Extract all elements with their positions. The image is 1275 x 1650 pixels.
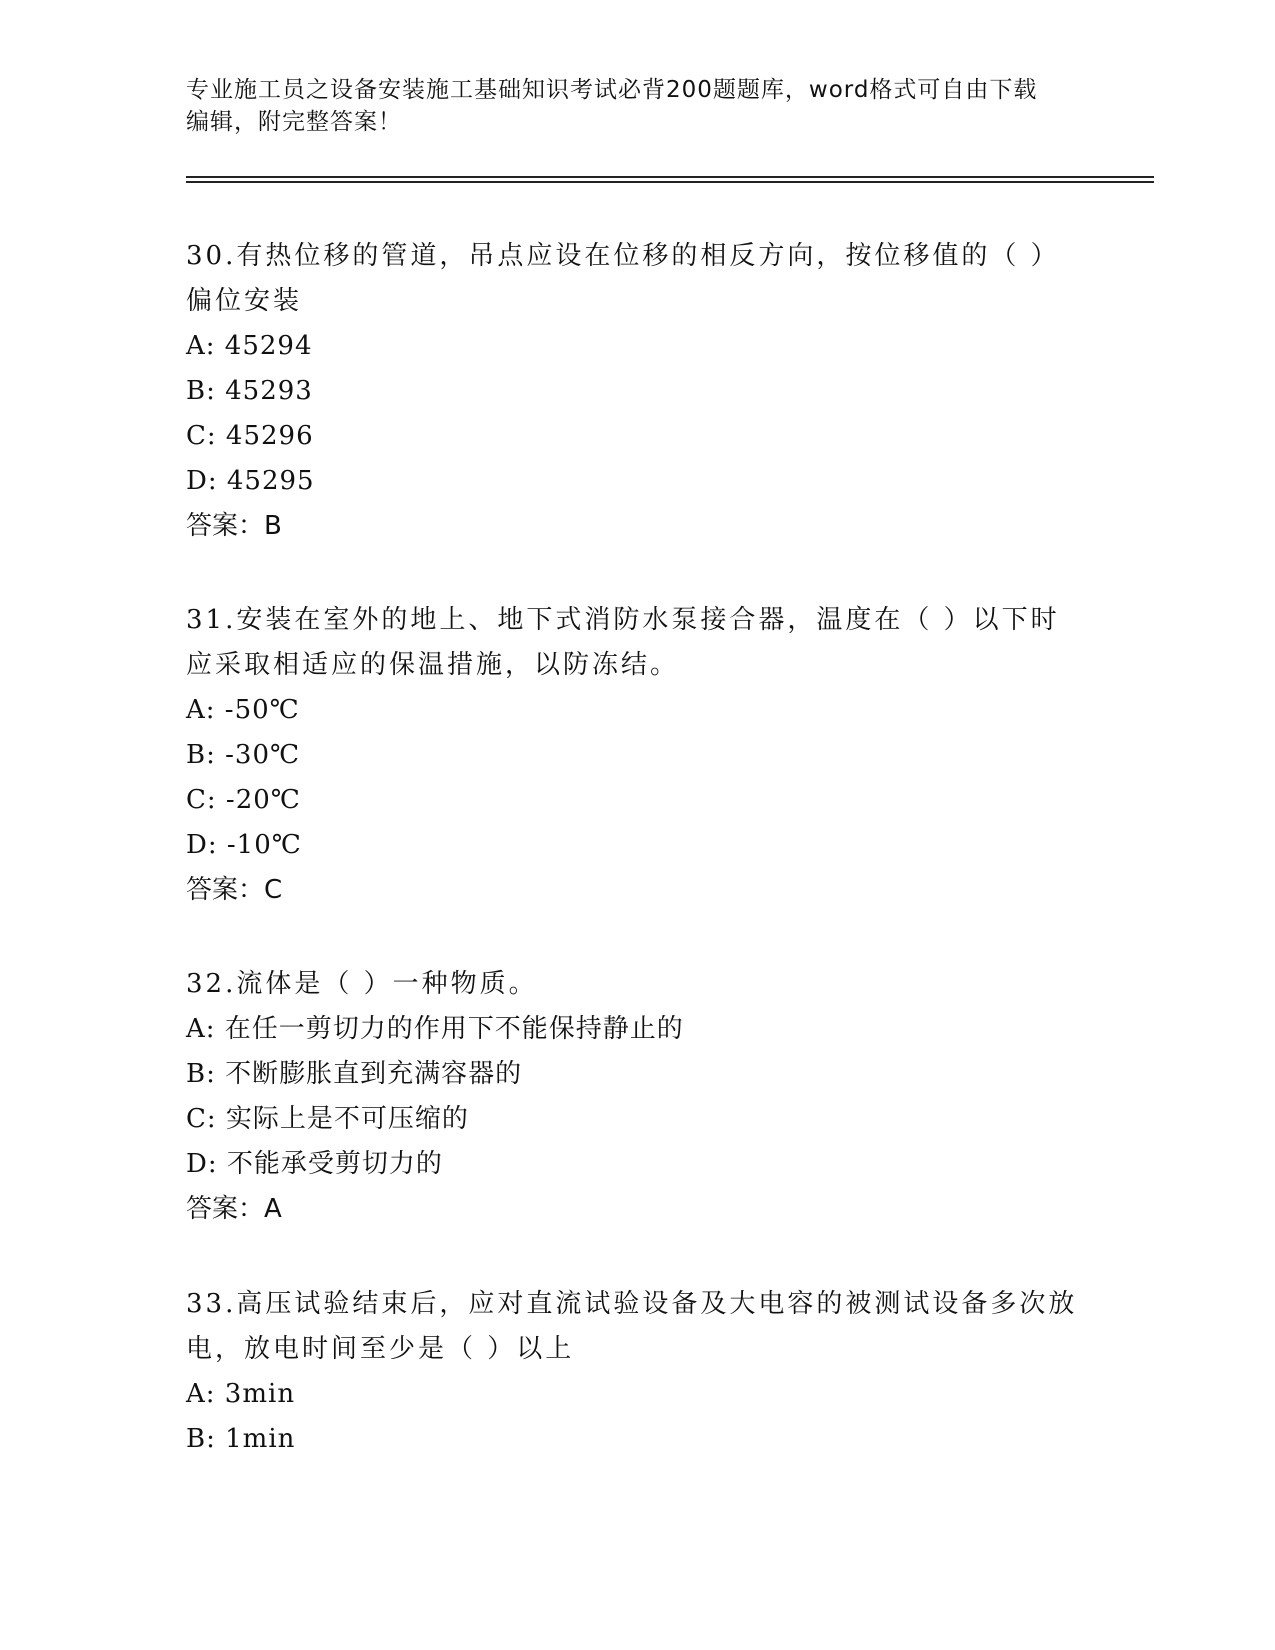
document-header bbox=[186, 74, 1086, 138]
question-text-line-1: 32.流体是（ ）一种物质。 bbox=[186, 969, 538, 999]
option-d: D: 45295 bbox=[186, 466, 315, 496]
option-a: A: 3min bbox=[186, 1379, 296, 1409]
answer: 答案：C bbox=[186, 875, 283, 905]
option-c: C: 实际上是不可压缩的 bbox=[186, 1104, 469, 1134]
option-d: D: 不能承受剪切力的 bbox=[186, 1149, 443, 1179]
option-a: A: 45294 bbox=[186, 331, 313, 361]
header-divider-bottom bbox=[186, 181, 1154, 183]
option-b: B: 不断膨胀直到充满容器的 bbox=[186, 1059, 523, 1089]
option-d: D: -10℃ bbox=[186, 830, 302, 860]
option-b: B: -30℃ bbox=[186, 740, 301, 770]
option-b: B: 45293 bbox=[186, 376, 313, 406]
header-divider-top bbox=[186, 176, 1154, 178]
question-31 bbox=[186, 598, 1086, 913]
question-33 bbox=[186, 1282, 1086, 1462]
option-a: A: -50℃ bbox=[186, 695, 300, 725]
option-c: C: -20℃ bbox=[186, 785, 301, 815]
header-line-1: 专业施工员之设备安装施工基础知识考试必背200题题库，word格式可自由下载 bbox=[186, 77, 1038, 103]
question-text-line-1: 33.高压试验结束后，应对直流试验设备及大电容的被测试设备多次放 bbox=[186, 1289, 1078, 1319]
question-text-line-1: 31.安装在室外的地上、地下式消防水泵接合器，温度在（ ）以下时 bbox=[186, 605, 1060, 635]
question-text-line-2: 电，放电时间至少是（ ）以上 bbox=[186, 1334, 575, 1364]
answer: 答案：B bbox=[186, 511, 282, 541]
question-30 bbox=[186, 234, 1086, 549]
question-text-line-2: 偏位安装 bbox=[186, 286, 303, 316]
option-c: C: 45296 bbox=[186, 421, 314, 451]
option-a: A: 在任一剪切力的作用下不能保持静止的 bbox=[186, 1014, 684, 1044]
header-line-2: 编辑，附完整答案！ bbox=[186, 109, 402, 135]
question-text-line-2: 应采取相适应的保温措施，以防冻结。 bbox=[186, 650, 680, 680]
answer: 答案：A bbox=[186, 1194, 282, 1224]
question-text-line-1: 30.有热位移的管道，吊点应设在位移的相反方向，按位移值的（ ） bbox=[186, 241, 1060, 271]
question-32 bbox=[186, 962, 1086, 1232]
option-b: B: 1min bbox=[186, 1424, 296, 1454]
